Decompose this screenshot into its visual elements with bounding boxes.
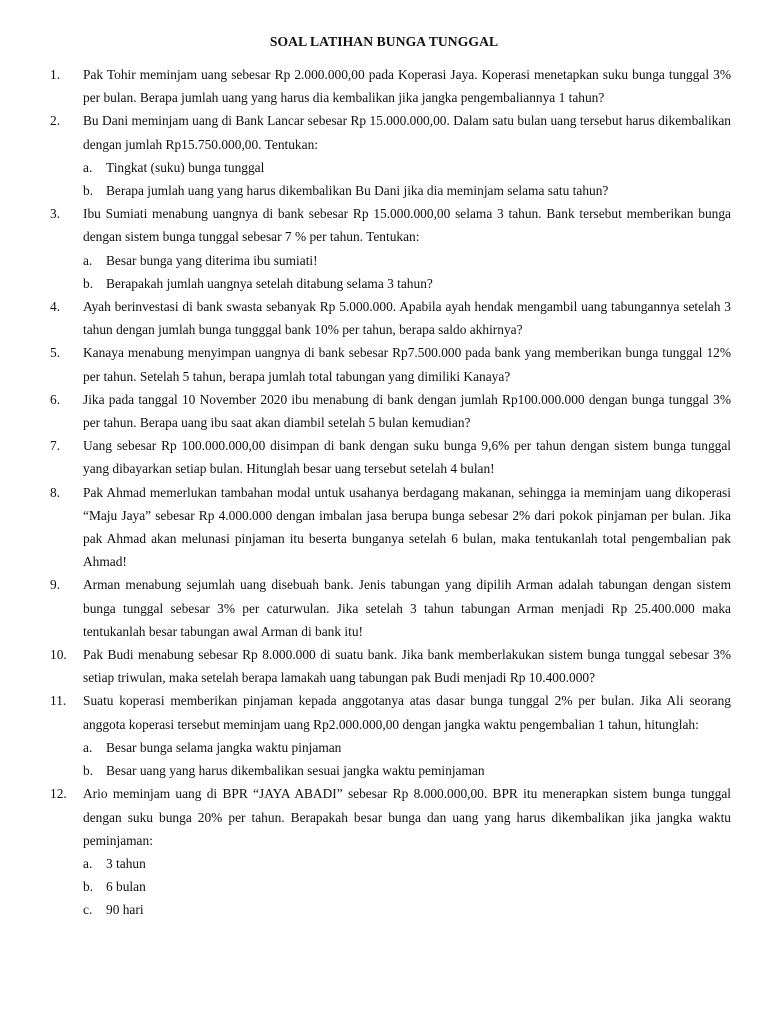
question-item [50,63,731,109]
question-number: 7. [50,438,61,454]
sub-question-text: Besar uang yang harus dikembalikan sesuai jangka waktu peminjaman [106,763,485,779]
question-number: 2. [50,113,61,129]
question-body [83,202,731,295]
question-item [50,388,731,434]
question-number: 4. [50,299,61,315]
sub-question-text: Tingkat (suku) bunga tunggal [106,159,265,175]
question-body [83,573,731,643]
sub-question-text: Berapa jumlah uang yang harus dikembalikan Bu Dani jika dia meminjam selama satu tahun? [106,183,609,199]
sub-question-item [83,875,731,898]
question-item [50,573,731,643]
question-item [50,434,731,480]
question-item [50,782,731,921]
sub-question-item [83,736,731,759]
question-item [50,295,731,341]
sub-question-letter: b. [83,183,94,199]
question-text: Arman menabung sejumlah uang disebuah bank. Jenis tabungan yang dipilih Arman adalah tabungan dengan sistem bunga tunggal sebesar 3% per caturwulan. Jika setelah 3 tahun tabungan Arman menjadi Rp 25.400.000 maka tentukanlah besar tabungan awal Arman di bank itu! [83,577,731,639]
question-number: 6. [50,391,61,407]
sub-question-text: 6 bulan [106,879,146,895]
question-number: 1. [50,67,61,82]
question-body [83,643,731,689]
question-body [83,63,731,109]
question-number: 3. [50,206,61,222]
question-number: 9. [50,577,61,593]
question-text: Kanaya menabung menyimpan uangnya di bank sebesar Rp7.500.000 pada bank yang memberikan bunga tunggal 12% per tahun. Setelah 5 tahun, berapa jumlah total tabungan yang dimiliki Kanaya? [83,345,731,384]
question-number: 8. [50,484,61,500]
sub-question-letter: a. [83,855,93,871]
question-body [83,434,731,480]
sub-question-text: Besar bunga yang diterima ibu sumiati! [106,252,318,268]
question-number: 5. [50,345,61,361]
question-text: Ibu Sumiati menabung uangnya di bank sebesar Rp 15.000.000,00 selama 3 tahun. Bank tersebut memberikan bunga dengan sistem bunga tunggal sebesar 7 % per tahun. Tentukan: [83,206,731,245]
question-text: Suatu koperasi memberikan pinjaman kepada anggotanya atas dasar bunga tunggal 2% per bulan. Jika Ali seorang anggota koperasi tersebut meminjam uang Rp2.000.000,00 dengan jangka waktu pengembalian 1 tahun, hitunglah: [83,693,731,732]
question-body [83,295,731,341]
sub-question-item [83,272,731,295]
sub-question-text: Berapakah jumlah uangnya setelah ditabung selama 3 tahun? [106,275,433,291]
question-body [83,689,731,782]
sub-question-list [83,156,731,202]
sub-question-item [83,759,731,782]
sub-question-list [83,852,731,922]
sub-question-letter: a. [83,739,93,755]
sub-question-letter: c. [83,902,93,918]
question-number: 11. [50,693,67,709]
question-body [83,109,731,202]
question-item [50,689,731,782]
sub-question-text: 3 tahun [106,855,146,871]
sub-question-item [83,179,731,202]
question-number: 12. [50,786,67,802]
sub-question-item [83,852,731,875]
question-item [50,341,731,387]
sub-question-text: 90 hari [106,902,144,918]
question-body [83,388,731,434]
question-body [83,782,731,921]
question-item [50,481,731,574]
sub-question-item [83,249,731,272]
sub-question-list [83,736,731,782]
page-title: SOAL LATIHAN BUNGA TUNGGAL [269,34,499,49]
question-body [83,481,731,574]
question-body [83,341,731,387]
question-item [50,109,731,202]
sub-question-letter: b. [83,275,94,291]
question-text: Jika pada tanggal 10 November 2020 ibu menabung di bank dengan jumlah Rp100.000.000 dengan bunga tunggal 3% per tahun. Berapa uang ibu saat akan diambil setelah 5 bulan kemudian? [83,391,731,431]
sub-question-item [83,156,731,179]
sub-question-list [83,249,731,295]
question-text: Pak Budi menabung sebesar Rp 8.000.000 di suatu bank. Jika bank memberlakukan sistem bunga tunggal sebesar 3% setiap triwulan, maka setelah berapa lamakah uang tabungan pak Budi menjadi Rp 10.400.000? [83,647,731,686]
question-list [50,63,731,922]
question-text: Pak Tohir meminjam uang sebesar Rp 2.000.000,00 pada Koperasi Jaya. Koperasi menetapkan suku bunga tunggal 3% per bulan. Berapa jumlah uang yang harus dia kembalikan jika jangka pengembaliannya 1 tahun? [83,67,731,106]
sub-question-item [83,898,731,921]
question-text: Ayah berinvestasi di bank swasta sebanyak Rp 5.000.000. Apabila ayah hendak mengambil uang tabungannya setelah 3 tahun dengan jumlah bunga tungggal bank 10% per tahun, berapa saldo akhirnya? [83,299,731,338]
sub-question-letter: a. [83,159,93,175]
sub-question-letter: a. [83,252,93,268]
question-number: 10. [50,647,67,663]
sub-question-letter: b. [83,879,94,895]
question-text: Pak Ahmad memerlukan tambahan modal untuk usahanya berdagang makanan, sehingga ia meminjam uang dikoperasi “Maju Jaya” sebesar Rp 4.000.000 dengan imbalan jasa berupa bunga sebesar 2% dari pokok pinjaman per bulan. Jika pak Ahmad akan melunasi pinjaman itu beserta bunganya setelah 6 bulan, maka tentukanlah total pengembalian pak Ahmad! [83,484,731,570]
question-text: Bu Dani meminjam uang di Bank Lancar sebesar Rp 15.000.000,00. Dalam satu bulan uang tersebut harus dikembalikan dengan jumlah Rp15.750.000,00. Tentukan: [83,113,731,152]
question-item [50,643,731,689]
question-text: Ario meminjam uang di BPR “JAYA ABADI” sebesar Rp 8.000.000,00. BPR itu menerapkan sistem bunga tunggal dengan suku bunga 20% per tahun. Berapakah besar bunga dan uang yang harus dikembalikan jika jangka waktu peminjaman: [83,786,731,848]
sub-question-text: Besar bunga selama jangka waktu pinjaman [106,739,342,755]
sub-question-letter: b. [83,763,94,779]
question-text: Uang sebesar Rp 100.000.000,00 disimpan di bank dengan suku bunga 9,6% per tahun dengan sistem bunga tunggal yang dibayarkan setiap bulan. Hitunglah besar uang tersebut setelah 4 bulan! [83,438,731,477]
question-item [50,202,731,295]
